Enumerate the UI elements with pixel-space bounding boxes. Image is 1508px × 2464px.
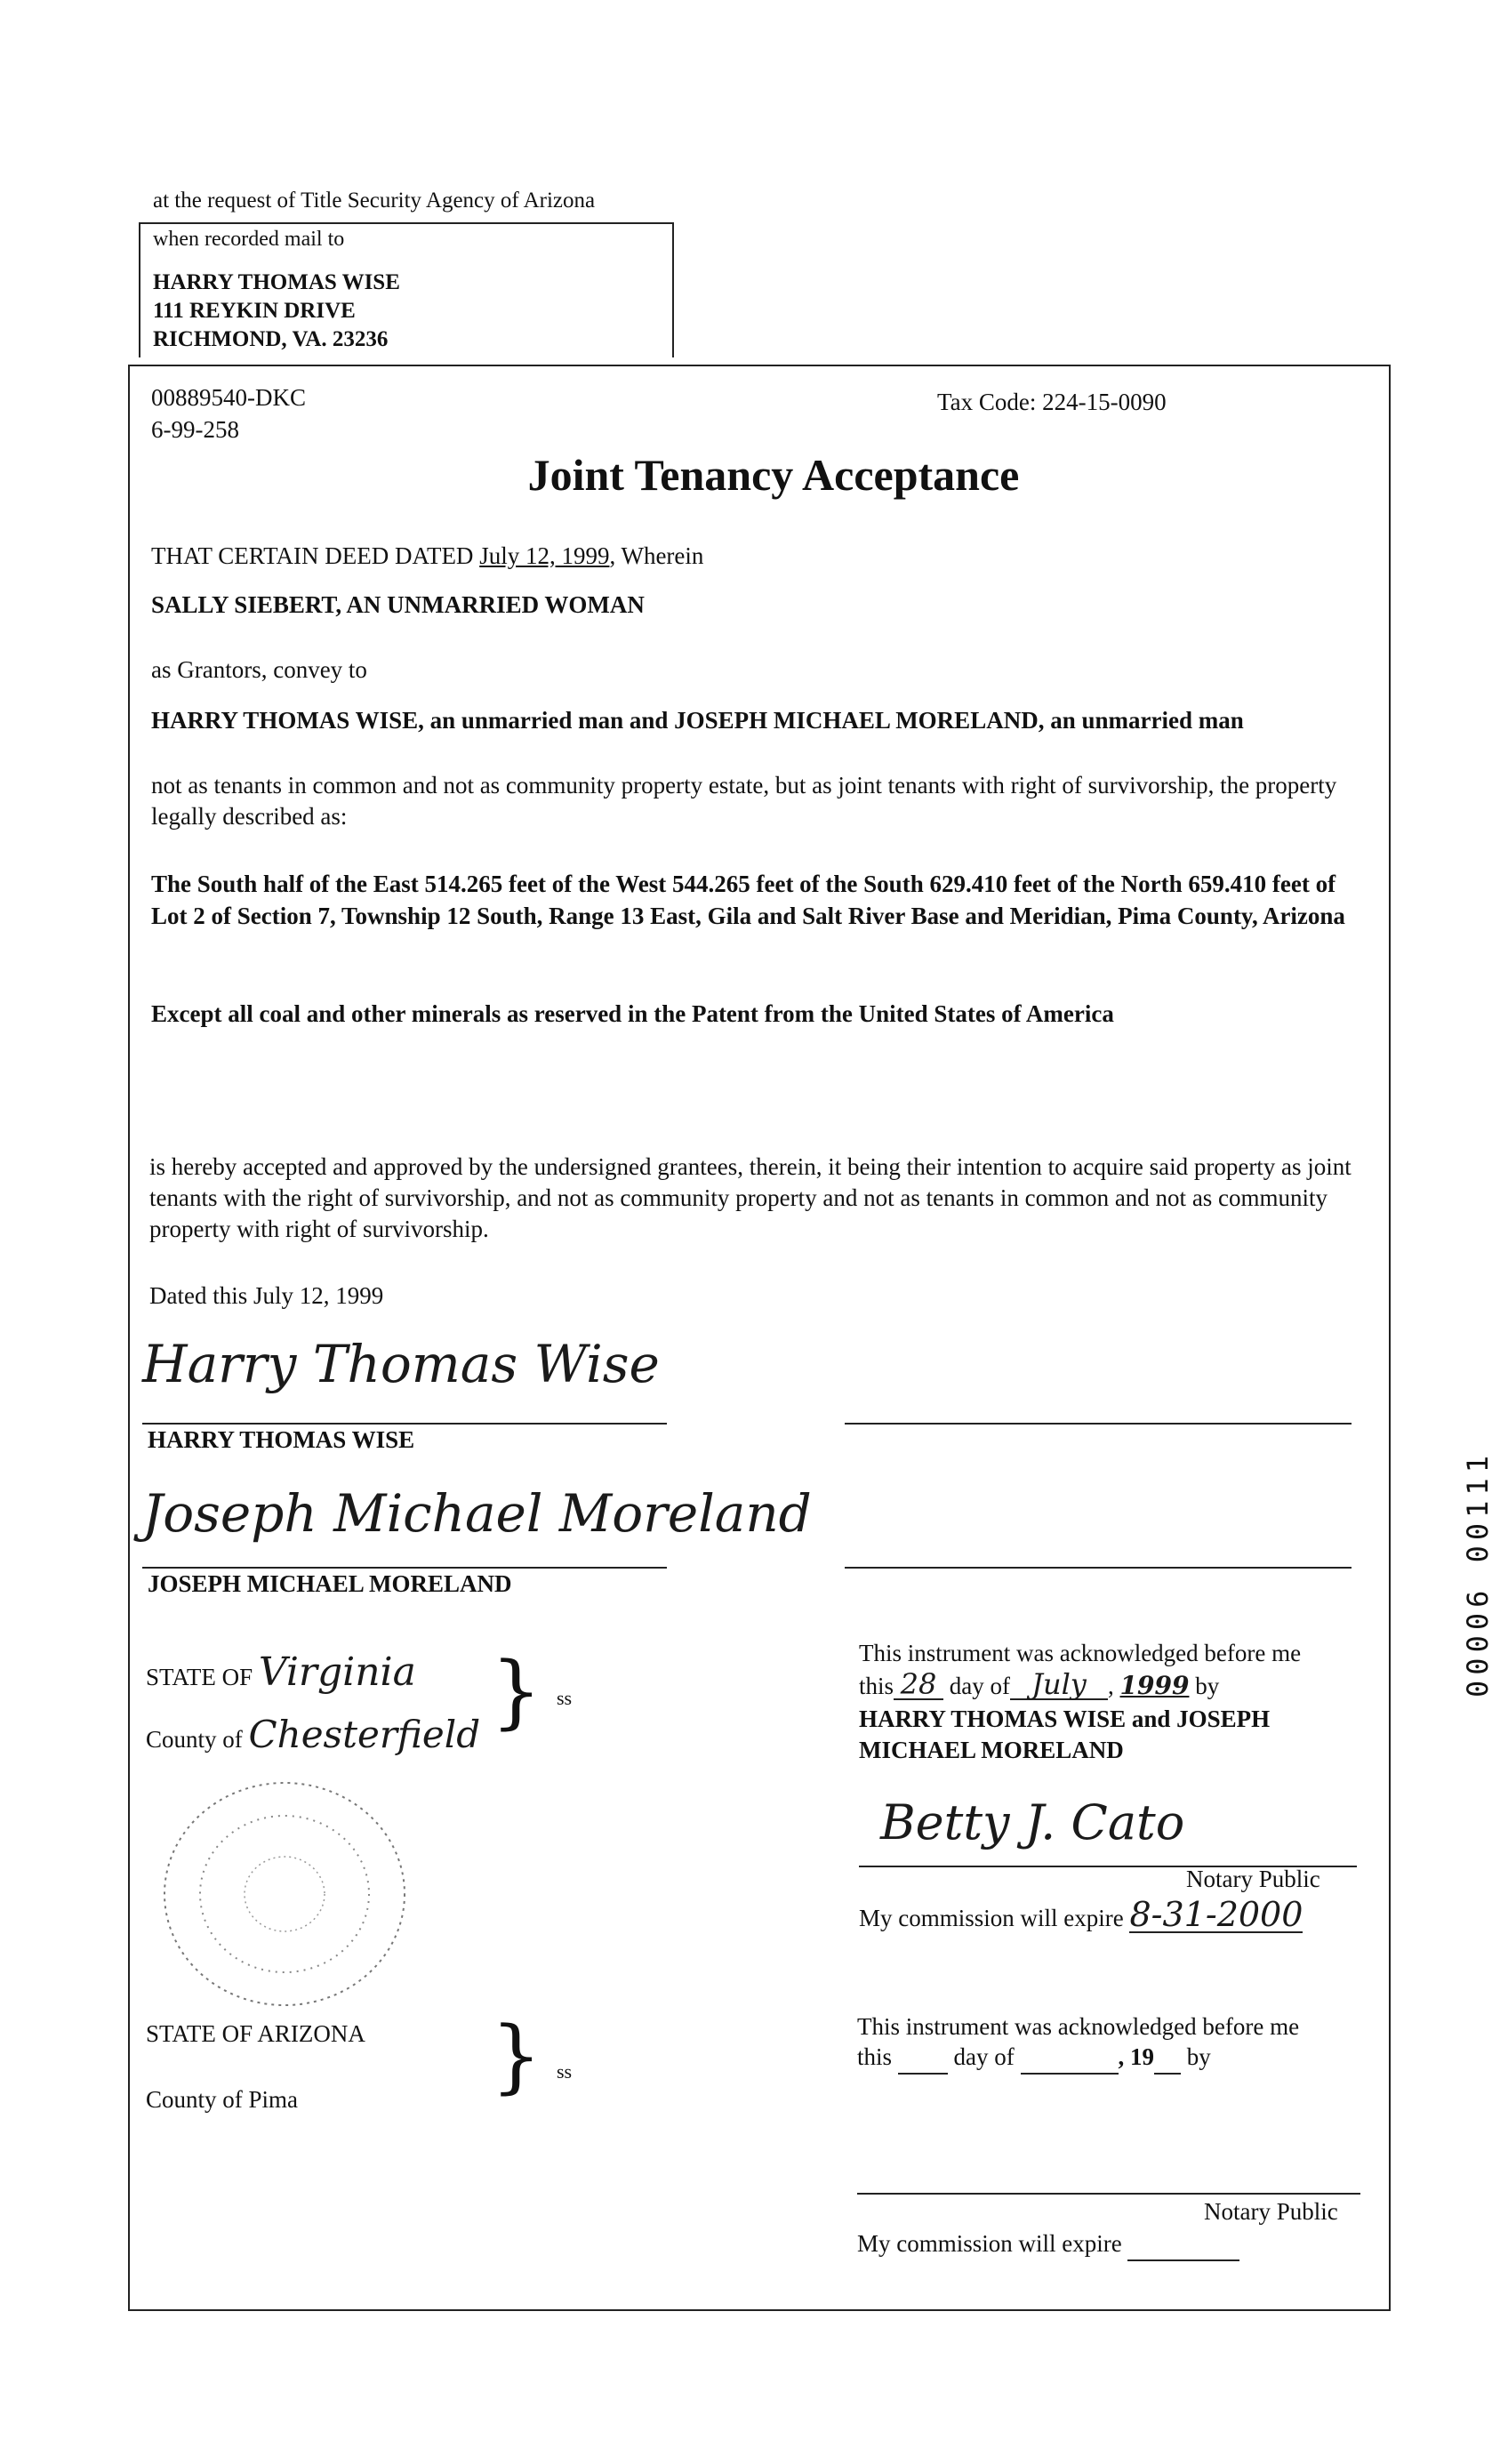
va-county-value: Chesterfield <box>248 1713 481 1756</box>
az-ack-line1: This instrument was acknowledged before me <box>857 2013 1300 2040</box>
az-day-blank <box>898 2042 948 2075</box>
va-county-label: County of <box>146 1726 243 1753</box>
grantors-line: as Grantors, convey to <box>151 656 367 683</box>
mail-to-city: RICHMOND, VA. 23236 <box>153 327 389 351</box>
printed-name-harry: HARRY THOMAS WISE <box>148 1426 415 1453</box>
va-commission-label: My commission will expire <box>859 1905 1124 1931</box>
va-brace: } <box>491 1645 542 1738</box>
signature-line-blank-2 <box>845 1567 1352 1569</box>
az-ack-date-line <box>857 2042 1211 2075</box>
az-notary-label: Notary Public <box>1204 2198 1338 2225</box>
printed-name-joseph: JOSEPH MICHAEL MORELAND <box>148 1570 512 1597</box>
va-month-value: July <box>1010 1670 1108 1700</box>
az-day-of-label: day of <box>953 2043 1015 2070</box>
va-state-label: STATE OF <box>146 1664 253 1690</box>
dated-this: Dated this July 12, 1999 <box>149 1282 384 1309</box>
tax-code: Tax Code: 224-15-0090 <box>937 389 1167 415</box>
az-commission-label: My commission will expire <box>857 2230 1122 2257</box>
deed-dated-prefix: THAT CERTAIN DEED DATED <box>151 542 474 569</box>
az-state: STATE OF ARIZONA <box>146 2020 365 2047</box>
va-county-line <box>146 1711 480 1760</box>
signature-harry: Harry Thomas Wise <box>142 1334 660 1394</box>
va-state-value: Virginia <box>258 1649 416 1695</box>
va-state-line <box>146 1647 416 1698</box>
reference-number: 6-99-258 <box>151 416 239 443</box>
va-notary-label: Notary Public <box>1186 1866 1320 1892</box>
mail-to-box <box>139 222 674 357</box>
mail-to-name: HARRY THOMAS WISE <box>153 270 400 294</box>
va-commission-line <box>859 1895 1303 1934</box>
signature-line-blank-1 <box>845 1423 1352 1425</box>
mail-to-label: when recorded mail to <box>153 228 345 251</box>
az-year-blank <box>1154 2042 1181 2075</box>
margin-stamp-text: 00006 00111 <box>1461 1450 1495 1698</box>
order-number: 00889540-DKC <box>151 384 306 411</box>
va-year-value: 1999 <box>1119 1671 1190 1700</box>
mail-to-street: 111 REYKIN DRIVE <box>153 299 356 323</box>
acceptance-clause: is hereby accepted and approved by the undersigned grantees, therein, it being their intention to acquire said property as joint tenants with the right of survivorship, and not as community property and not as tenants in common and not as community property with right of survivorship. <box>149 1153 1352 1243</box>
notary-seal <box>133 1770 436 2027</box>
az-ss: ss <box>557 2060 573 2083</box>
va-by-label: by <box>1195 1673 1220 1699</box>
va-ss: ss <box>557 1687 573 1709</box>
va-ack-line1: This instrument was acknowledged before me <box>859 1640 1302 1666</box>
va-ack-date-line: this 28 day of July , 1999 by <box>859 1667 1220 1701</box>
va-ack-names: HARRY THOMAS WISE and JOSEPH MICHAEL MORELAND <box>859 1706 1271 1764</box>
az-commission-line <box>857 2228 1239 2261</box>
az-by-label: by <box>1186 2043 1211 2070</box>
grantees-line: HARRY THOMAS WISE, an unmarried man and JOSEPH MICHAEL MORELAND, an unmarried man <box>151 707 1244 734</box>
va-day-value: 28 <box>894 1670 943 1700</box>
deed-date: July 12, 1999 <box>479 542 610 569</box>
az-this-label: this <box>857 2043 893 2070</box>
va-commission-value: 8-31-2000 <box>1129 1895 1303 1934</box>
az-month-blank <box>1021 2042 1119 2075</box>
va-day-of-label: day of <box>949 1673 1010 1699</box>
mineral-exception: Except all coal and other minerals as reserved in the Patent from the United States of America <box>151 1000 1114 1027</box>
deed-dated-suffix: , Wherein <box>609 542 704 569</box>
deed-dated-line <box>151 541 703 572</box>
az-brace: } <box>491 2010 542 2103</box>
legal-description: The South half of the East 514.265 feet of the West 544.265 feet of the South 629.410 feet of the North 659.410 feet of Lot 2 of Section 7, Township 12 South, Range 13 East, Gila and Salt River Base and Meridian, Pima County, Arizona <box>151 871 1345 930</box>
notary-signature: Betty J. Cato <box>880 1794 1185 1850</box>
az-year-prefix: , 19 <box>1118 2043 1154 2070</box>
grantor-name: SALLY SIEBERT, AN UNMARRIED WOMAN <box>151 591 645 618</box>
margin-stamp <box>1451 1405 1504 1743</box>
signature-joseph: Joseph Michael Moreland <box>142 1483 812 1544</box>
va-this-label: this <box>859 1673 894 1699</box>
az-commission-blank <box>1127 2228 1239 2261</box>
az-county: County of Pima <box>146 2086 299 2113</box>
recording-request-line: at the request of Title Security Agency of Arizona <box>153 189 596 213</box>
az-notary-line <box>857 2193 1360 2195</box>
tenancy-clause: not as tenants in common and not as community property estate, but as joint tenants with right of survivorship, the property legally described as: <box>151 772 1337 831</box>
page-title: Joint Tenancy Acceptance <box>527 450 1020 500</box>
